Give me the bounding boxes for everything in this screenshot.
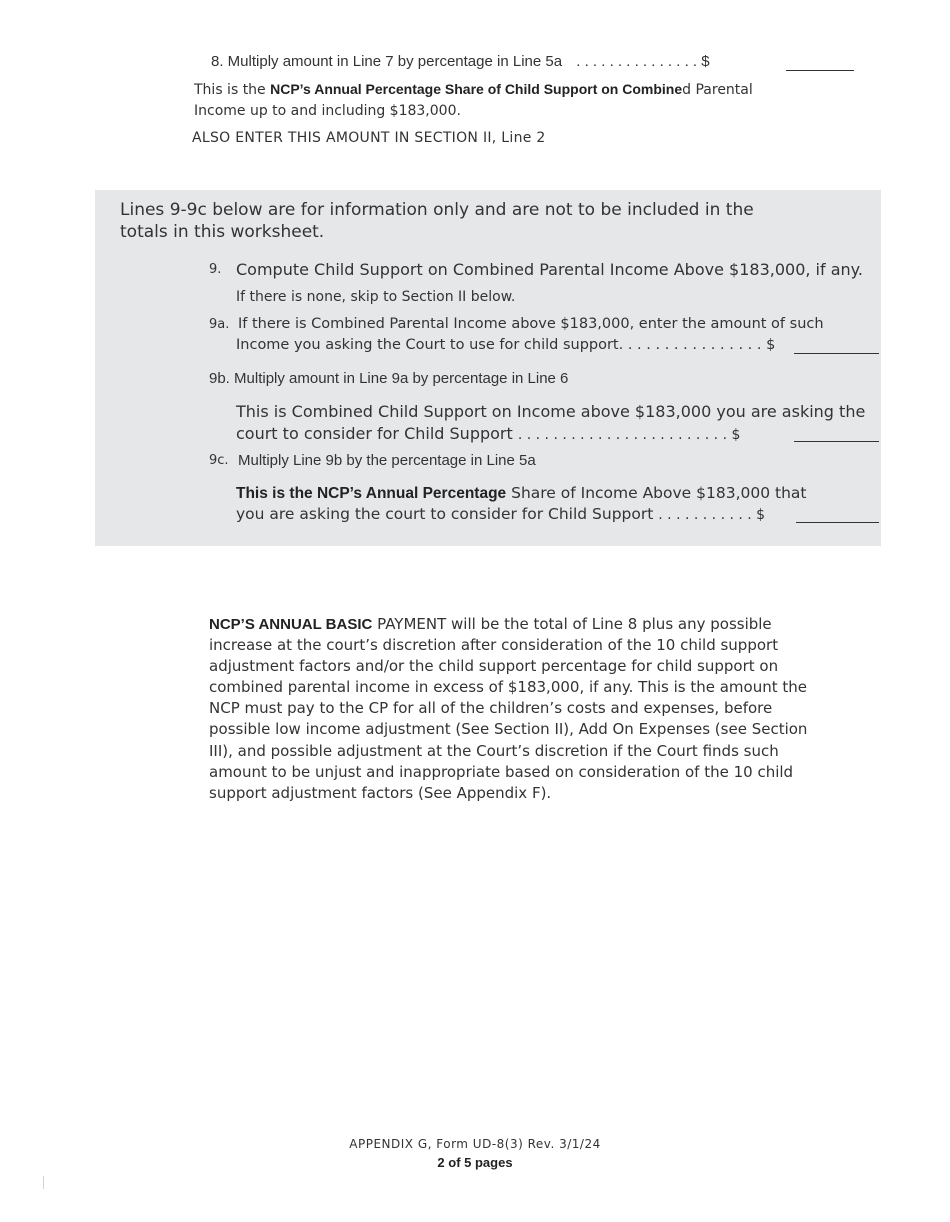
- line-9b-note-2: [236, 424, 740, 443]
- line-9a-number: 9a.: [209, 317, 230, 332]
- line-9b-text: 9b. Multiply amount in Line 9a by percentage in Line 6: [209, 370, 569, 387]
- line-8-instruction: [211, 53, 710, 70]
- line-9a-text-2: [236, 337, 775, 353]
- line-9c-note-bold: This is the NCP’s Annual Percentage: [236, 485, 507, 502]
- line-9b-leaders: . . . . . . . . . . . . . . . . . . . . . . . . $: [517, 427, 741, 443]
- line-8-amount-field[interactable]: [786, 54, 854, 71]
- line-9-text: Compute Child Support on Combined Parental Income Above $183,000, if any.: [236, 260, 863, 279]
- line-8-note-line2: Income up to and including $183,000.: [194, 103, 461, 119]
- basic-payment-paragraph: [209, 614, 807, 804]
- basic-payment-line-2: increase at the court’s discretion after consideration of the 10 child support: [209, 636, 779, 655]
- basic-payment-line-8: amount to be unjust and inappropriate based on consideration of the 10 child: [209, 762, 794, 781]
- basic-payment-line-6: possible low income adjustment (See Section II), Add On Expenses (see Section: [209, 720, 808, 739]
- basic-payment-line-9: support adjustment factors (See Appendix F).: [209, 783, 552, 802]
- line-9a-leaders: . . . . . . . . . . . . . . . $: [627, 337, 776, 353]
- basic-payment-line-4: combined parental income in excess of $183,000, if any. This is the amount the: [209, 678, 807, 697]
- line-9b-note-2-content: court to consider for Child Support: [236, 424, 513, 443]
- line-9a-text-2-content: Income you asking the Court to use for child support.: [236, 337, 624, 353]
- line-9a-text-1: If there is Combined Parental Income above $183,000, enter the amount of such: [238, 316, 824, 332]
- line-9c-amount-field[interactable]: [796, 506, 879, 523]
- line-9a-amount-field[interactable]: [794, 337, 879, 354]
- basic-payment-bold: NCP’S ANNUAL BASIC: [209, 616, 373, 633]
- line-9c-leaders: . . . . . . . . . . . $: [658, 507, 766, 523]
- line-9c-number: 9c.: [209, 453, 229, 468]
- info-box-heading-1: Lines 9-9c below are for information only and are not to be included in the: [120, 200, 754, 220]
- line-8-note-prefix: This is the: [194, 82, 271, 98]
- line-8-note: [194, 81, 753, 98]
- line-8-leaders: . . . . . . . . . . . . . . . $: [576, 53, 710, 70]
- text-cursor: [43, 1176, 44, 1189]
- basic-payment-line-7: III), and possible adjustment at the Court’s discretion if the Court finds such: [209, 741, 779, 760]
- footer-form-id: APPENDIX G, Form UD-8(3) Rev. 3/1/24: [349, 1137, 601, 1151]
- line-9b-amount-field[interactable]: [794, 425, 879, 442]
- line-9-number: 9.: [209, 262, 222, 277]
- line-8-note-bold: NCP’s Annual Percentage Share of Child Support on Combine: [270, 81, 683, 97]
- info-box-heading-2: totals in this worksheet.: [120, 222, 325, 242]
- line-9-subtext: If there is none, skip to Section II below.: [236, 289, 516, 305]
- also-enter-notice: ALSO ENTER THIS AMOUNT IN SECTION II, Line 2: [192, 130, 546, 146]
- basic-payment-text: PAYMENT will be the total of Line 8 plus any possible: [372, 615, 772, 633]
- basic-payment-line-1: [209, 614, 807, 635]
- line-9b-note-1: This is Combined Child Support on Income above $183,000 you are asking the: [236, 402, 866, 421]
- line-8-text: 8. Multiply amount in Line 7 by percentage in Line 5a: [211, 53, 563, 70]
- line-9c-note-1: [236, 484, 807, 503]
- line-9c-note-2-content: you are asking the court to consider for Child Support: [236, 505, 654, 523]
- basic-payment-line-5: NCP must pay to the CP for all of the children’s costs and expenses, before: [209, 699, 773, 718]
- line-9c-text: Multiply Line 9b by the percentage in Line 5a: [238, 452, 536, 469]
- basic-payment-line-3: adjustment factors and/or the child support percentage for child support on: [209, 657, 779, 676]
- line-9c-note-2: [236, 505, 765, 523]
- line-8-note-suffix: d Parental: [682, 82, 753, 98]
- footer-page-number: 2 of 5 pages: [437, 1155, 513, 1170]
- line-9c-note-rest: Share of Income Above $183,000 that: [506, 484, 807, 502]
